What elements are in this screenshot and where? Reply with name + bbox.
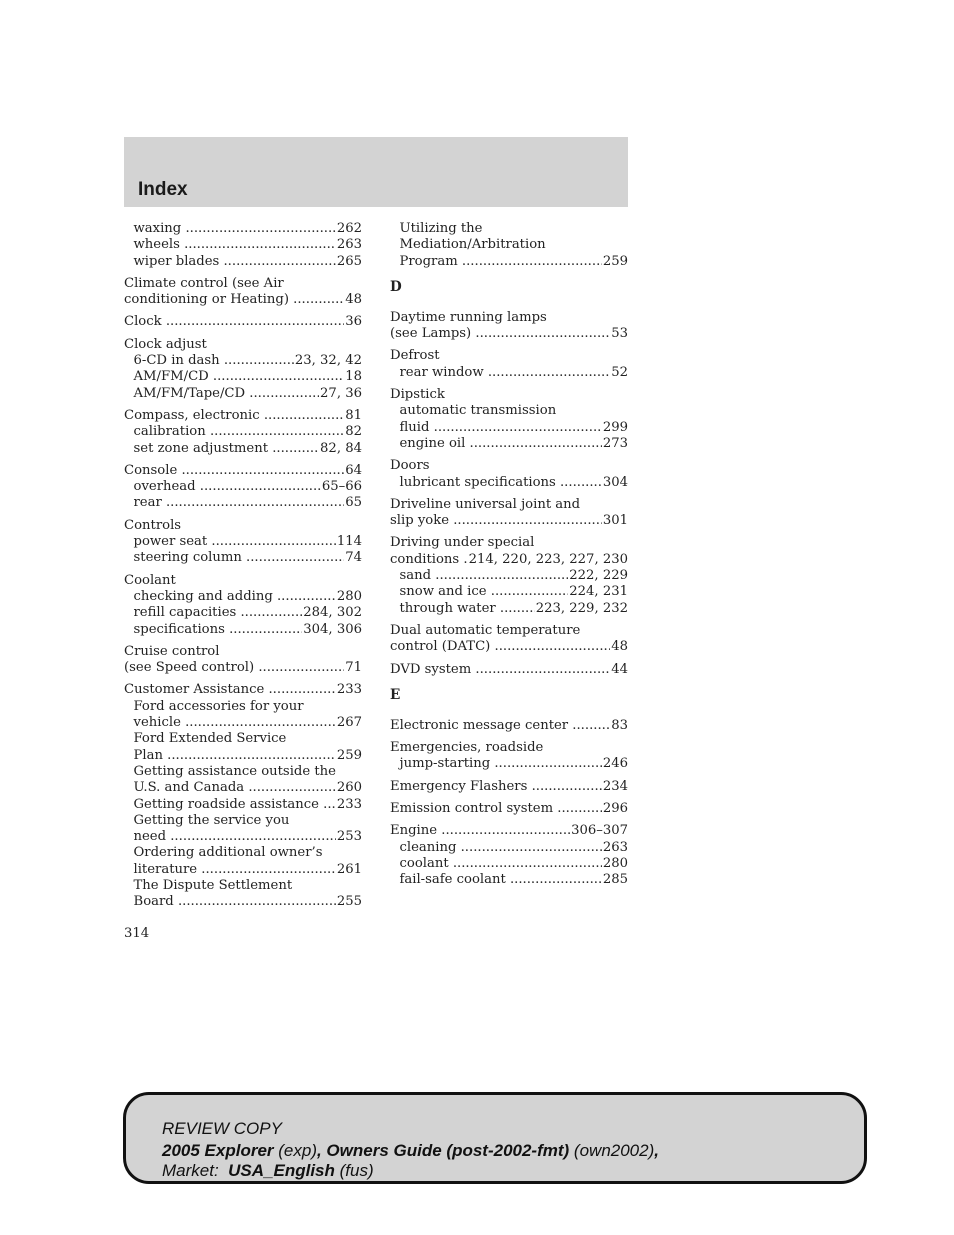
index-subentry-line xyxy=(124,731,362,747)
model-code: (exp) xyxy=(278,1141,317,1160)
page-reference: 304 xyxy=(602,474,628,490)
index-subentry-line xyxy=(124,894,362,910)
index-subentry-line xyxy=(124,748,362,764)
page-reference: 214, 220, 223, 227, 230 xyxy=(468,551,628,567)
entry-text: Console xyxy=(124,462,178,478)
entry-text: set zone adjustment xyxy=(133,440,268,456)
page-reference: 48 xyxy=(611,639,628,655)
entry-text: Customer Assistance xyxy=(124,682,265,698)
page-reference: 23, 32, 42 xyxy=(294,353,362,369)
entry-text: cleaning xyxy=(399,839,457,855)
index-entry-line xyxy=(124,408,362,424)
index-entry xyxy=(390,623,628,656)
entry-text: Compass, electronic xyxy=(124,407,260,423)
index-subentry-line xyxy=(124,845,362,861)
entry-text: AM/FM/CD xyxy=(133,369,209,385)
entry-text: (see Lamps) xyxy=(390,326,472,342)
entry-text: Getting roadside assistance xyxy=(133,796,319,812)
entry-text: DVD system xyxy=(390,661,472,677)
entry-text: wheels xyxy=(133,237,180,253)
page-reference: 233 xyxy=(336,796,362,812)
page-reference: 36 xyxy=(345,314,362,330)
entry-text: Mediation/Arbitration xyxy=(399,237,546,253)
index-subentry-line xyxy=(390,872,628,888)
index-subentry-line xyxy=(390,601,628,617)
entry-text: power seat xyxy=(133,534,208,550)
entry-text: vehicle xyxy=(133,715,181,731)
index-subentry-line xyxy=(124,369,362,385)
index-entry xyxy=(390,458,628,491)
entry-text: Utilizing the xyxy=(399,221,483,236)
index-entry xyxy=(124,314,362,330)
entry-text: slip yoke xyxy=(390,513,450,529)
page-reference: 233 xyxy=(336,682,362,698)
page-reference: 263 xyxy=(336,237,362,253)
market-code: (fus) xyxy=(339,1161,374,1180)
entry-text: Electronic message center xyxy=(390,717,569,733)
page-reference: 284, 302 xyxy=(303,605,362,621)
market-line xyxy=(162,1161,374,1181)
page-reference: 65 xyxy=(345,495,362,511)
entry-text: rear window xyxy=(399,364,484,380)
document-id-line xyxy=(162,1141,659,1161)
index-entry-line xyxy=(124,660,362,676)
index-entry-line xyxy=(390,387,628,403)
entry-text: rear xyxy=(133,495,162,511)
index-entry-line xyxy=(390,326,628,342)
index-subentry-line xyxy=(124,479,362,495)
index-subentry-line xyxy=(390,436,628,452)
page-reference: 280 xyxy=(602,855,628,871)
index-letter-heading: E xyxy=(390,686,401,703)
index-entry-line xyxy=(390,535,628,551)
index-subentry-line xyxy=(390,584,628,600)
page-reference: 304, 306 xyxy=(303,621,362,637)
entry-text: The Dispute Settlement xyxy=(133,877,293,893)
entry-text: coolant xyxy=(399,855,449,871)
entry-text: Ordering additional owner’s xyxy=(133,845,323,861)
index-subentry-line xyxy=(124,589,362,605)
entry-text: automatic transmission xyxy=(399,403,557,419)
page-reference: 255 xyxy=(336,894,362,910)
index-subentry-line xyxy=(124,699,362,715)
index-subentry-line xyxy=(390,840,628,856)
section-title: Index xyxy=(138,179,188,200)
page-reference: 234 xyxy=(602,778,628,794)
index-entry-line xyxy=(124,276,362,292)
index-subentry-line xyxy=(124,622,362,638)
index-entry xyxy=(390,310,628,343)
entry-text: literature xyxy=(133,861,198,877)
page-reference: 260 xyxy=(336,780,362,796)
page-reference: 265 xyxy=(336,253,362,269)
index-entry-line xyxy=(124,573,362,589)
index-entry-line xyxy=(390,801,628,817)
page-reference: 53 xyxy=(611,326,628,342)
index-entry-line xyxy=(390,779,628,795)
entry-text: Board xyxy=(133,894,174,910)
market-label: Market: xyxy=(162,1161,219,1180)
entry-text: AM/FM/Tape/CD xyxy=(133,385,246,401)
page-reference: 280 xyxy=(336,588,362,604)
page-reference: 246 xyxy=(602,756,628,772)
entry-text: Climate control (see Air xyxy=(124,275,284,291)
index-entry-line xyxy=(390,513,628,529)
review-copy-label: REVIEW COPY xyxy=(162,1119,282,1138)
index-entry-line xyxy=(390,552,628,568)
page-reference: 253 xyxy=(336,829,362,845)
entry-text: Dipstick xyxy=(390,387,445,403)
entry-text: calibration xyxy=(133,424,206,440)
entry-text: Program xyxy=(399,253,458,269)
guide-name: , Owners Guide (post-2002-fmt) xyxy=(316,1141,570,1160)
index-entry-line xyxy=(390,348,628,364)
index-entry xyxy=(390,801,628,817)
index-subentry-line xyxy=(124,797,362,813)
entry-text: Defrost xyxy=(390,348,440,364)
page-reference: 301 xyxy=(602,513,628,529)
review-copy-footer xyxy=(123,1092,867,1184)
index-entry-line xyxy=(390,458,628,474)
page-reference: 222, 229 xyxy=(569,568,628,584)
index-entry xyxy=(390,535,628,616)
entry-text: Plan xyxy=(133,747,163,763)
entry-text: conditioning or Heating) xyxy=(124,292,289,308)
index-entry xyxy=(390,497,628,530)
page-number: 314 xyxy=(124,926,150,941)
index-entry-line xyxy=(124,292,362,308)
index-subentry-line xyxy=(124,829,362,845)
index-subentry-line xyxy=(390,221,628,237)
index-subentry-line xyxy=(124,862,362,878)
page-reference: 83 xyxy=(611,717,628,733)
index-entry xyxy=(390,387,628,452)
entry-text: lubricant specifications xyxy=(399,474,556,490)
page-reference: 81 xyxy=(345,407,362,423)
page-reference: 224, 231 xyxy=(569,584,628,600)
index-subentry-line xyxy=(390,420,628,436)
entry-text: snow and ice xyxy=(399,584,487,600)
page-reference: 262 xyxy=(336,221,362,236)
index-entry xyxy=(390,779,628,795)
index-subentry-line xyxy=(390,568,628,584)
entry-text: Controls xyxy=(124,517,182,533)
index-subentry-line xyxy=(124,550,362,566)
page-reference: 263 xyxy=(602,839,628,855)
entry-text: need xyxy=(133,829,167,845)
index-entry xyxy=(390,348,628,381)
page-reference: 261 xyxy=(336,861,362,877)
index-subentry-line xyxy=(390,403,628,419)
index-entry xyxy=(390,823,628,888)
index-entry xyxy=(390,662,628,678)
entry-text: jump-starting xyxy=(399,756,491,772)
index-subentry-line xyxy=(124,534,362,550)
index-subentry-line xyxy=(390,254,628,270)
model-name: 2005 Explorer xyxy=(162,1141,274,1160)
index-letter-heading: D xyxy=(390,278,402,295)
index-subentry-line xyxy=(124,441,362,457)
index-entry xyxy=(124,573,362,638)
index-subentry-line xyxy=(124,221,362,237)
index-subentry-line xyxy=(124,386,362,402)
entry-text: fail-safe coolant xyxy=(399,872,506,888)
index-entry-line xyxy=(124,337,362,353)
index-entry xyxy=(124,463,362,512)
page-reference: 299 xyxy=(602,419,628,435)
market-name: USA_English xyxy=(228,1161,335,1180)
index-entry-line xyxy=(390,740,628,756)
index-subentry-line xyxy=(390,756,628,772)
index-entry xyxy=(390,221,628,270)
index-entry xyxy=(124,408,362,457)
index-subentry-line xyxy=(390,365,628,381)
entry-text: (see Speed control) xyxy=(124,660,255,676)
entry-text: Emergency Flashers xyxy=(390,778,528,794)
entry-text: Emergencies, roadside xyxy=(390,740,544,756)
index-entry-line xyxy=(390,662,628,678)
entry-text: Driving under special xyxy=(390,535,535,551)
entry-text: 6-CD in dash xyxy=(133,353,220,369)
index-subentry-line xyxy=(390,475,628,491)
entry-text: Driveline universal joint and xyxy=(390,496,581,512)
page-reference: 64 xyxy=(345,462,362,478)
entry-text: Coolant xyxy=(124,572,176,588)
index-subentry-line xyxy=(124,353,362,369)
page-reference: 296 xyxy=(602,801,628,817)
entry-text: specifications xyxy=(133,621,225,637)
page-reference: 71 xyxy=(345,660,362,676)
index-entry xyxy=(124,221,362,270)
page-reference: 267 xyxy=(336,715,362,731)
entry-text: sand xyxy=(399,568,432,584)
entry-text: wiper blades xyxy=(133,253,220,269)
index-subentry-line xyxy=(124,878,362,894)
page-reference: 223, 229, 232 xyxy=(535,600,628,616)
page-reference: 259 xyxy=(336,747,362,763)
index-entry-line xyxy=(124,682,362,698)
index-entry-line xyxy=(390,623,628,639)
index-subentry-line xyxy=(124,764,362,780)
index-entry-line xyxy=(390,823,628,839)
index-subentry-line xyxy=(124,495,362,511)
entry-text: Dual automatic temperature xyxy=(390,622,581,638)
index-entry xyxy=(390,718,628,734)
entry-text: Ford Extended Service xyxy=(133,731,287,747)
entry-text: U.S. and Canada xyxy=(133,780,245,796)
index-subentry-line xyxy=(390,237,628,253)
entry-text: Cruise control xyxy=(124,643,220,659)
entry-text: engine oil xyxy=(399,435,466,451)
separator-comma: , xyxy=(654,1141,659,1160)
entry-text: Doors xyxy=(390,458,430,474)
index-column-left xyxy=(124,221,362,917)
entry-text: control (DATC) xyxy=(390,639,491,655)
index-entry-line xyxy=(124,463,362,479)
index-column-right xyxy=(390,221,628,895)
entry-text: Clock xyxy=(124,314,162,330)
index-entry-line xyxy=(124,314,362,330)
index-entry-line xyxy=(124,518,362,534)
page-reference: 18 xyxy=(345,369,362,385)
entry-text: checking and adding xyxy=(133,588,273,604)
index-subentry-line xyxy=(124,605,362,621)
page-reference: 52 xyxy=(611,364,628,380)
entry-text: Clock adjust xyxy=(124,336,207,352)
entry-text: Getting assistance outside the xyxy=(133,763,336,779)
entry-text: fluid xyxy=(399,419,430,435)
index-subentry-line xyxy=(124,424,362,440)
page-reference: 306–307 xyxy=(571,823,628,839)
entry-text: Ford accessories for your xyxy=(133,698,304,714)
index-subentry-line xyxy=(124,237,362,253)
entry-text: steering column xyxy=(133,550,242,566)
index-entry xyxy=(124,518,362,567)
page-reference: 44 xyxy=(611,661,628,677)
index-entry xyxy=(124,682,362,910)
page-reference: 82 xyxy=(345,424,362,440)
index-subentry-line xyxy=(124,254,362,270)
index-entry-line xyxy=(390,497,628,513)
page-reference: 114 xyxy=(336,534,362,550)
page-reference: 74 xyxy=(345,550,362,566)
index-entry xyxy=(124,644,362,677)
guide-code: (own2002) xyxy=(573,1141,655,1160)
index-entry xyxy=(390,740,628,773)
index-entry-line xyxy=(390,639,628,655)
page-reference: 285 xyxy=(602,872,628,888)
index-subentry-line xyxy=(124,715,362,731)
entry-text: waxing xyxy=(133,221,182,236)
section-header xyxy=(124,137,628,207)
entry-text: Emission control system xyxy=(390,801,554,817)
entry-text: conditions xyxy=(390,551,460,567)
index-entry-line xyxy=(124,644,362,660)
entry-text: Daytime running lamps xyxy=(390,309,547,325)
index-subentry-line xyxy=(390,856,628,872)
entry-text: refill capacities xyxy=(133,605,237,621)
page-reference: 27, 36 xyxy=(320,385,362,401)
page-reference: 273 xyxy=(602,435,628,451)
entry-text: Getting the service you xyxy=(133,812,290,828)
index-entry-line xyxy=(390,310,628,326)
index-entry-line xyxy=(390,718,628,734)
entry-text: overhead xyxy=(133,479,196,495)
page-reference: 259 xyxy=(602,253,628,269)
index-subentry-line xyxy=(124,780,362,796)
index-subentry-line xyxy=(124,813,362,829)
index-entry xyxy=(124,337,362,402)
page-reference: 82, 84 xyxy=(320,440,362,456)
page-reference: 65–66 xyxy=(321,479,362,495)
entry-text: Engine xyxy=(390,823,438,839)
entry-text: through water xyxy=(399,600,496,616)
page-reference: 48 xyxy=(345,292,362,308)
index-entry xyxy=(124,276,362,309)
